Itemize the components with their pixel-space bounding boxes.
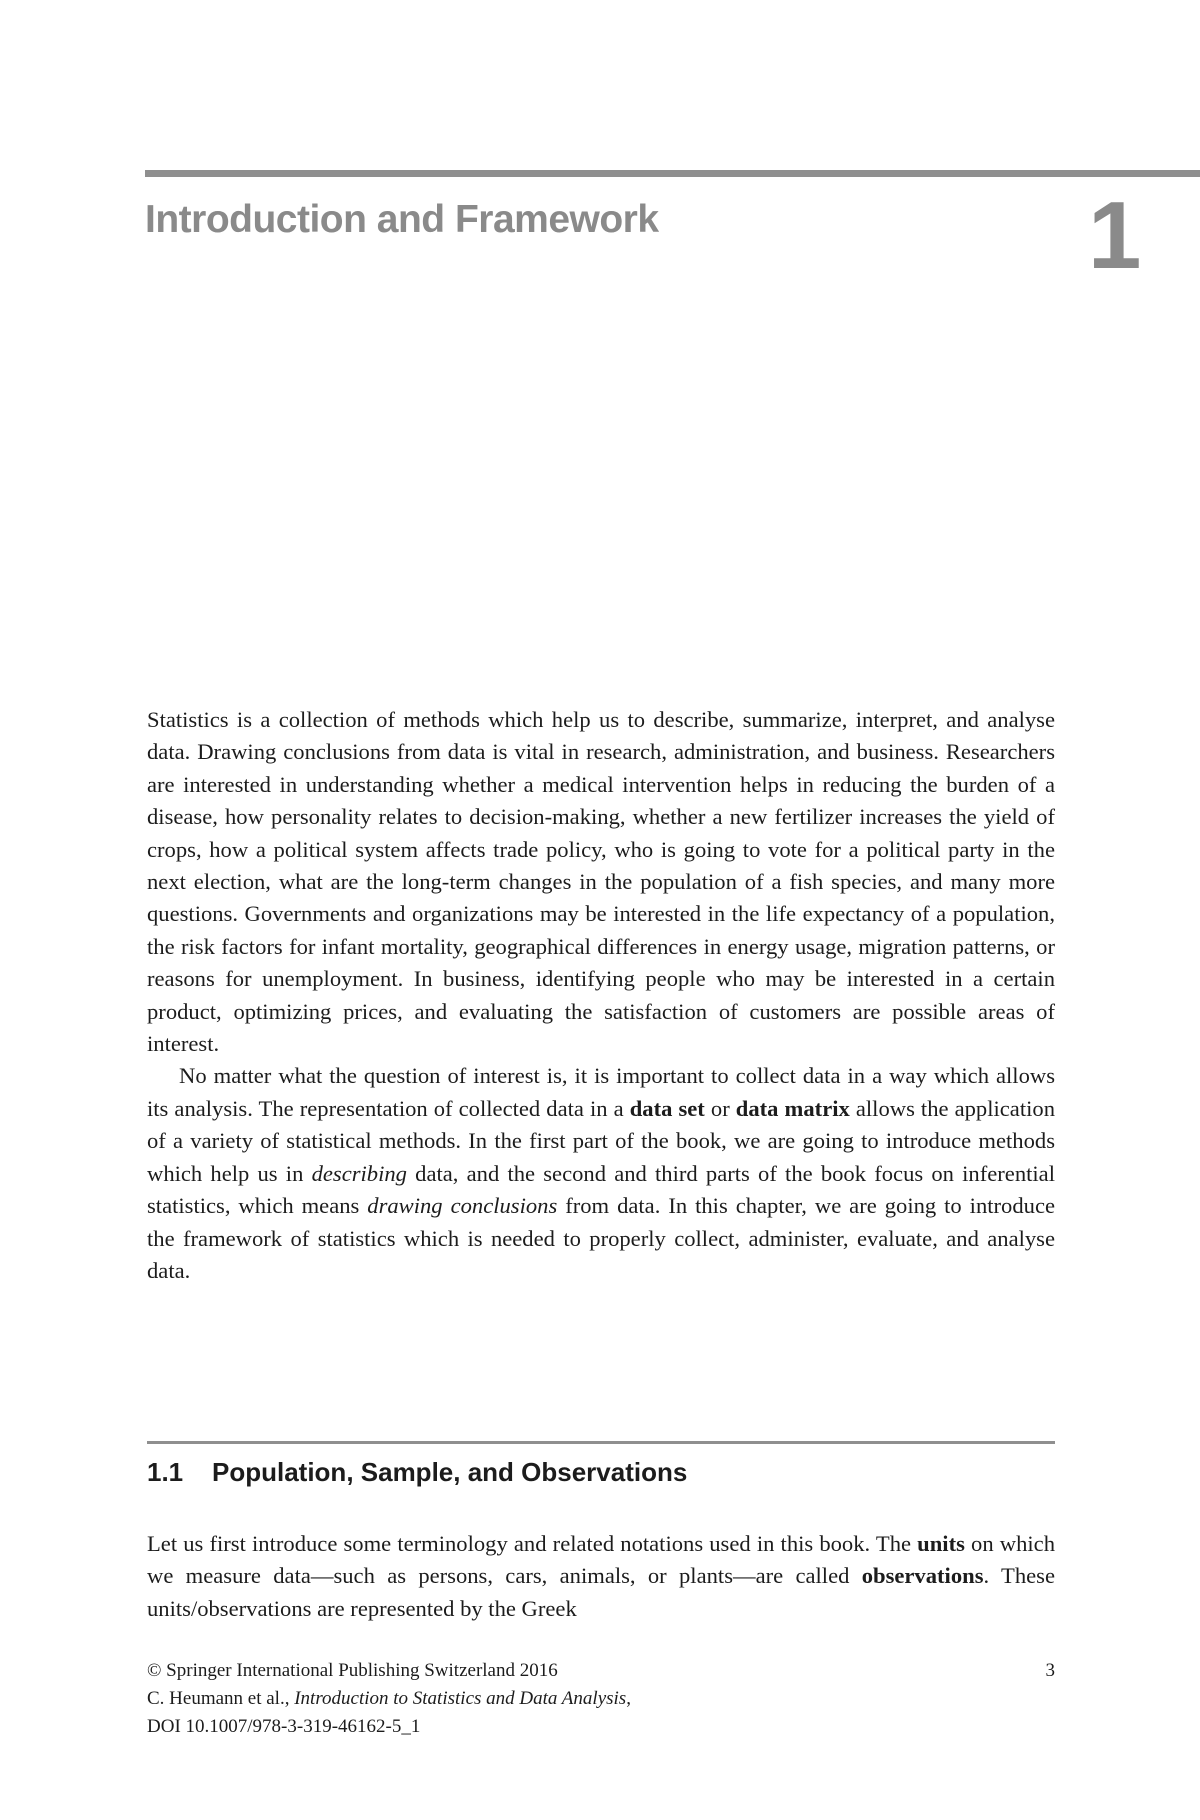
- citation-authors: C. Heumann et al.,: [147, 1688, 295, 1709]
- chapter-title: Introduction and Framework: [145, 198, 659, 241]
- text-run: or: [704, 1095, 736, 1121]
- doi-line: DOI 10.1007/978-3-319-46162-5_1: [147, 1716, 421, 1737]
- term-data-matrix: data matrix: [735, 1095, 850, 1121]
- section-paragraph-1: [147, 1528, 1055, 1625]
- emphasis-drawing-conclusions: drawing conclusions: [367, 1193, 558, 1219]
- page-number: 3: [1045, 1660, 1055, 1681]
- text-run: No matter what the question of interest is, it is important to collect data in a way which allows its analysis. The representation of collected data in a: [147, 1063, 1055, 1121]
- text-run: from data. In this chapter, we are going to introduce the framework of statistics which is needed to properly collect, administer, evaluate, and analyse data.: [147, 1193, 1055, 1283]
- citation-end: ,: [626, 1688, 631, 1709]
- text-run: data, and the second and third parts of the book focus on inferential statistics, which means: [147, 1160, 1055, 1219]
- term-observations: observations: [861, 1563, 984, 1589]
- emphasis-describing: describing: [311, 1160, 407, 1186]
- page-footer: [147, 1657, 1055, 1741]
- chapter-number: 1: [1088, 182, 1142, 289]
- section-text: [147, 1528, 1055, 1625]
- section-number: 1.1: [147, 1457, 184, 1487]
- intro-paragraph-1: Statistics is a collection of methods which help us to describe, summarize, interpret, and analyse data. Drawing conclusions from data is vital in research, administration, and business. Researchers are interested in understanding whether a medical intervention helps in reducing the burden of a disease, how personality relates to decision-making, whether a new fertilizer increases the yield of crops, how a political system affects trade policy, who is going to vote for a political party in the next election, what are the long-term changes in the population of a fish species, and many more questions. Governments and organizations may be interested in the life expectancy of a population, the risk factors for infant mortality, geographical differences in energy usage, migration patterns, or reasons for unemployment. In business, identifying people who may be interested in a certain product, optimizing prices, and evaluating the satisfaction of customers are possible areas of interest.: [147, 707, 1055, 1057]
- copyright-line: © Springer International Publishing Switzerland 2016: [147, 1660, 558, 1681]
- text-run: Let us first introduce some terminology and related notations used in this book. The: [147, 1531, 918, 1556]
- section-heading: [147, 1457, 687, 1488]
- term-units: units: [917, 1531, 965, 1556]
- citation-line: [147, 1685, 1055, 1713]
- citation-book-title: Introduction to Statistics and Data Analysis: [294, 1688, 627, 1709]
- intro-text: [147, 704, 1055, 1287]
- chapter-rule: [145, 170, 1200, 177]
- text-run: . These units/observations are represented by the Greek: [147, 1563, 1055, 1621]
- section-rule: [147, 1441, 1055, 1444]
- intro-paragraph-2: [147, 1060, 1055, 1287]
- text-run: on which we measure data—such as persons, cars, animals, or plants—are called: [147, 1531, 1056, 1589]
- text-run: allows the application of a variety of statistical methods. In the first part of the book, we are going to introduce methods which help us in: [147, 1095, 1055, 1186]
- section-title: Population, Sample, and Observations: [212, 1457, 688, 1487]
- term-data-set: data set: [629, 1095, 705, 1121]
